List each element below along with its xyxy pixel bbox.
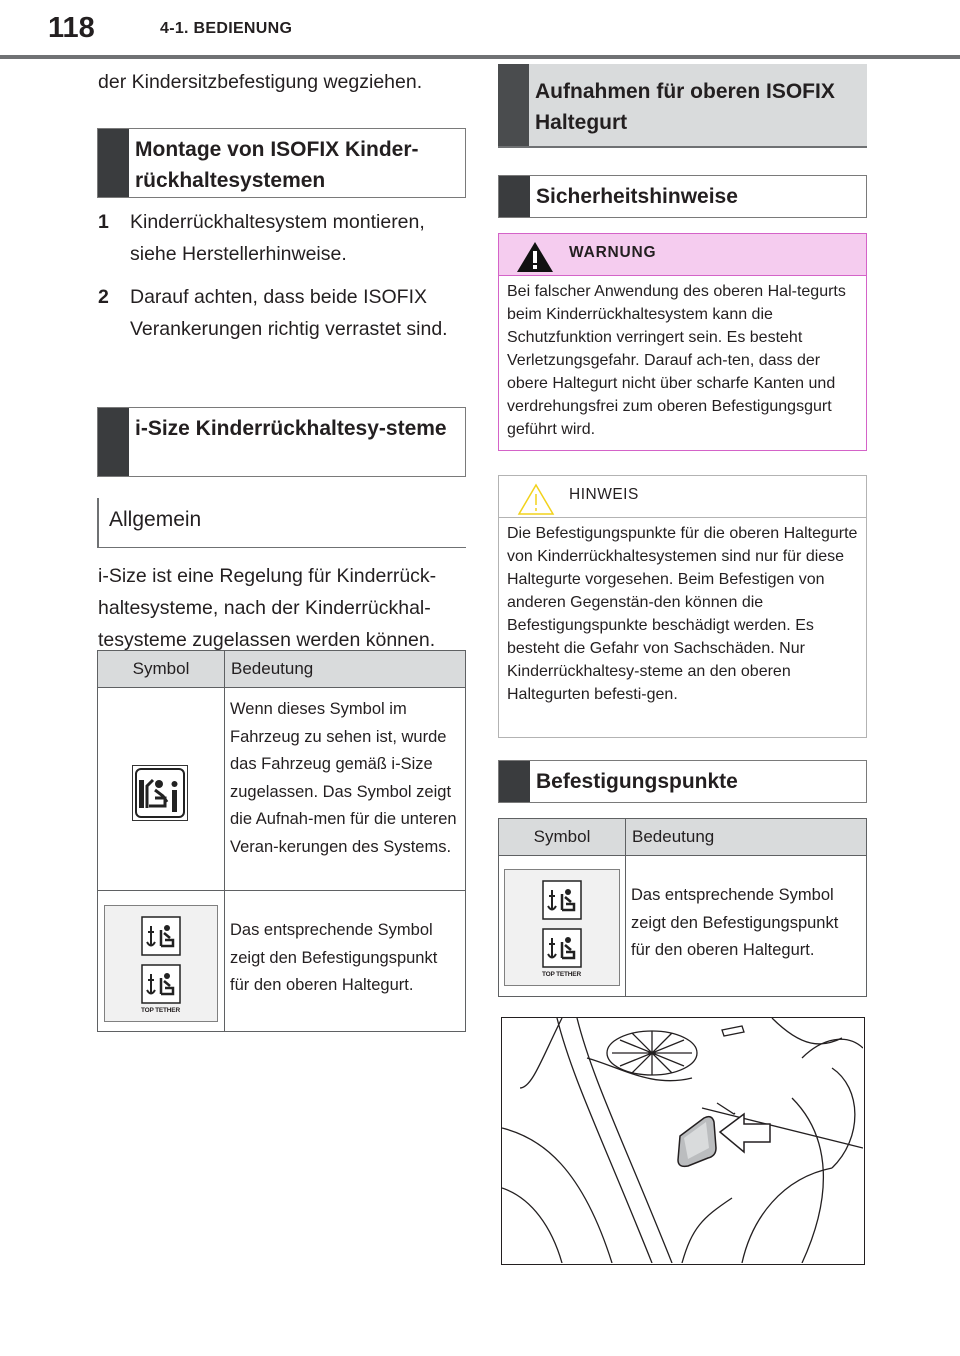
section-bar	[98, 408, 129, 476]
section-heading-isize	[97, 407, 466, 477]
section-bar	[98, 129, 129, 197]
tether-anchor-illustration	[501, 1017, 865, 1265]
table-row	[499, 856, 867, 997]
chapter-title: 4-1. BEDIENUNG	[160, 20, 293, 37]
warning-triangle-icon	[516, 241, 554, 273]
step-text: Kinderrückhaltesystem montieren, siehe Herstellerhinweise.	[130, 211, 425, 265]
section-title: Befestigungspunkte	[536, 770, 738, 793]
symbol-table-right	[498, 818, 867, 997]
symbol-cell	[98, 688, 225, 891]
section-title: Montage von ISOFIX Kinder-rückhaltesystemen	[135, 138, 419, 192]
notice-box	[498, 475, 867, 738]
table-row	[98, 688, 466, 891]
isize-seat-icon	[132, 765, 188, 821]
meaning-cell	[225, 688, 466, 891]
symbol-table-left	[97, 650, 466, 1032]
header-rule	[0, 55, 960, 59]
meaning-text: Das entsprechende Symbol zeigt den Befestigungspunkt für den oberen Haltegurt.	[230, 921, 438, 994]
warning-header	[499, 234, 866, 276]
caution-triangle-icon	[517, 483, 555, 515]
subsection-heading	[97, 498, 466, 548]
section-heading-isofix	[97, 128, 466, 198]
isize-text: i-Size ist eine Regelung für Kinderrück-haltesysteme, nach der Kinderrückhal-tesysteme zugelassen werden können.	[98, 565, 437, 651]
warning-box	[498, 233, 867, 451]
anchor-seat-icon	[504, 869, 620, 986]
col-header-symbol: Symbol	[499, 819, 626, 856]
step-number: 2	[98, 286, 109, 308]
page-number: 118	[48, 12, 95, 44]
symbol-cell	[499, 856, 626, 997]
meaning-cell	[626, 856, 867, 997]
section-title: Sicherheitshinweise	[536, 185, 738, 208]
notice-label: HINWEIS	[569, 486, 639, 503]
section-heading-safety	[498, 175, 867, 218]
meaning-text: Wenn dieses Symbol im Fahrzeug zu sehen ist, wurde das Fahrzeug gemäß i-Size zugelassen. Das Symbol zeigt die Aufnah-men für die unteren Veran-kerungen des Systems.	[230, 700, 457, 856]
meaning-cell	[225, 891, 466, 1032]
col-header-meaning: Bedeutung	[626, 819, 867, 856]
meaning-text: Das entsprechende Symbol zeigt den Befestigungspunkt für den oberen Haltegurt.	[631, 886, 839, 959]
anchor-seat-icon	[104, 905, 218, 1022]
intro-text: der Kindersitzbefestigung wegziehen.	[98, 71, 423, 93]
step-1	[98, 206, 466, 270]
top-tether-caption: TOP TETHER	[141, 1007, 180, 1014]
table-row	[98, 891, 466, 1032]
section-heading-top-tether	[498, 64, 867, 148]
section-bar	[499, 176, 530, 217]
subsection-title: Allgemein	[109, 508, 202, 531]
section-heading-anchor-points	[498, 760, 867, 803]
col-header-symbol: Symbol	[98, 651, 225, 688]
section-title: Aufnahmen für oberen ISOFIX Haltegurt	[535, 80, 835, 134]
top-tether-caption: TOP TETHER	[542, 971, 581, 978]
col-header-meaning: Bedeutung	[225, 651, 466, 688]
section-title: i-Size Kinderrückhaltesy-steme	[135, 417, 447, 440]
step-number: 1	[98, 211, 109, 233]
warning-label: WARNUNG	[569, 244, 657, 261]
step-2	[98, 281, 466, 345]
notice-text: Die Befestigungspunkte für die oberen Haltegurte von Kinderrückhaltesystemen sind nur für diese Haltegurte vorgesehen. Beim Befestigen von anderen Gegenstän-den können die Befestigungspunkte beschädigt werden. Es besteht die Gefahr von Sachschäden. Nur Kinderrückhaltesy-steme an den oberen Haltegurten befesti-gen.	[507, 525, 858, 703]
notice-header	[499, 476, 866, 518]
step-text: Darauf achten, dass beide ISOFIX Verankerungen richtig verrastet sind.	[130, 286, 448, 340]
section-bar	[499, 761, 530, 802]
symbol-cell	[98, 891, 225, 1032]
section-bar	[498, 64, 529, 146]
warning-text: Bei falscher Anwendung des oberen Hal-tegurts beim Kinderrückhaltesystem kann die Schutzfunktion verringert sein. Es besteht Verletzungsgefahr. Darauf ach-ten, dass der obere Haltegurt nicht über scharfe Kanten und verdrehungsfrei zum oberen Befestigungsgurt geführt wird.	[507, 283, 846, 438]
